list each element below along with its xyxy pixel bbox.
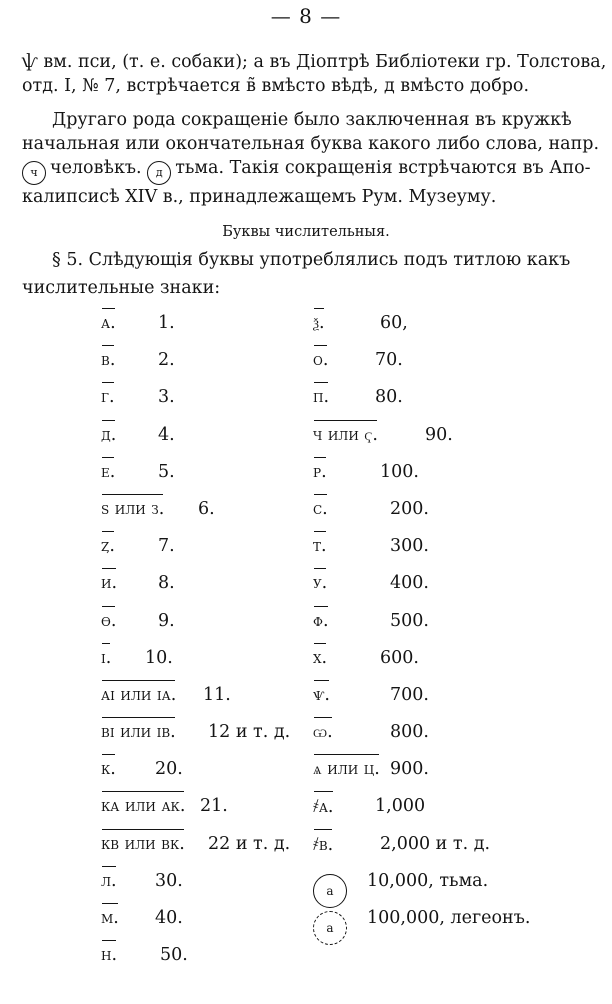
numeral-value: 70. xyxy=(375,350,403,371)
numeral-value: 12 и т. д. xyxy=(208,722,291,743)
numeral-value: 21. xyxy=(200,796,228,817)
numeral-value: 1. xyxy=(158,313,175,333)
numeral-letter: аі или іа. xyxy=(101,684,177,705)
numeral-letter: в. xyxy=(101,350,116,371)
section-line1: § 5. Слѣдующія буквы употреблялись подъ титлою какъ xyxy=(52,250,571,270)
numeral-letter: г. xyxy=(101,387,115,408)
numeral-value: 4. xyxy=(158,424,175,445)
numeral-letter: п. xyxy=(313,387,330,408)
numeral-letter: е. xyxy=(101,461,116,482)
table-row xyxy=(0,871,612,908)
table-row xyxy=(0,722,612,759)
numeral-value: 10,000, тьма. xyxy=(367,870,489,891)
para2-line3-b: тьма. Такія сокращенія встрѣчаются въ Апо- xyxy=(175,158,591,178)
numeral-value: 8. xyxy=(158,573,175,594)
numeral-value: 100,000, легеонъ. xyxy=(367,908,531,928)
numeral-value: 2,000 и т. д. xyxy=(380,833,491,854)
table-row xyxy=(0,462,612,499)
table-row xyxy=(0,945,612,982)
para2-line3-a: человѣкъ. xyxy=(50,158,142,178)
numeral-value: 600. xyxy=(380,647,419,668)
para2-line3 xyxy=(22,156,600,185)
numeral-value: 90. xyxy=(425,424,453,445)
numeral-letter: ѕ или з. xyxy=(101,498,165,519)
numeral-letter: ѳ. xyxy=(101,610,117,631)
table-row xyxy=(0,685,612,722)
numeral-letter: о. xyxy=(313,350,329,371)
numeral-value: 9. xyxy=(158,610,175,631)
numeral-letter: ѡ. xyxy=(313,722,333,743)
numeral-value: 5. xyxy=(158,461,175,482)
para2-line1: Другаго рода сокращеніе было заключенная въ кружкѣ xyxy=(52,110,572,130)
numeral-value: 60, xyxy=(380,313,408,333)
numeral-letter: м. xyxy=(101,908,119,928)
circled-letter-icon: ч xyxy=(22,161,46,185)
page-number: — 8 — xyxy=(270,4,342,28)
paragraph-circle-abbreviations xyxy=(22,108,600,209)
section-5-intro xyxy=(22,246,600,302)
table-row xyxy=(0,908,612,945)
numeral-value: 700. xyxy=(390,684,429,705)
numeral-letter: к. xyxy=(101,759,116,780)
table-row xyxy=(0,759,612,796)
numeral-letter: ҂в. xyxy=(313,834,334,855)
paragraph-abbreviations xyxy=(22,50,607,98)
numeral-letter: ѱ. xyxy=(313,684,330,705)
numeral-value: 7. xyxy=(158,536,175,557)
table-row xyxy=(0,536,612,573)
table-row xyxy=(0,425,612,462)
numeral-value: 22 и т. д. xyxy=(208,833,291,854)
numeral-value: 500. xyxy=(390,610,429,631)
numeral-letter: ѯ. xyxy=(313,313,325,333)
table-row xyxy=(0,387,612,424)
numeral-letter: ȥ. xyxy=(101,536,115,557)
circled-letter-icon: д xyxy=(147,161,171,185)
para1-line2: отд. I, № 7, встрѣчается в̃ вмѣсто вѣдѣ, д вмѣсто добро. xyxy=(22,76,530,96)
numeral-value: 800. xyxy=(390,722,429,743)
table-row xyxy=(0,313,612,350)
numeral-letter: р. xyxy=(313,461,327,482)
numeral-letter: ф. xyxy=(313,610,329,631)
numeral-letter: ѧ или ц. xyxy=(313,759,380,780)
numeral-value: 11. xyxy=(203,684,231,705)
numeral-letter: ч или ҁ. xyxy=(313,424,378,445)
numeral-letter: кв или вк. xyxy=(101,833,185,854)
numeral-letter: у. xyxy=(313,573,328,594)
table-row xyxy=(0,611,612,648)
table-row xyxy=(0,499,612,536)
dashed-circled-letter-icon: а xyxy=(313,911,347,945)
numeral-letter: и. xyxy=(101,573,118,594)
table-row xyxy=(0,796,612,833)
numeral-value: 6. xyxy=(198,498,215,519)
numeral-value: 1,000 xyxy=(375,796,426,817)
numeral-letter: д. xyxy=(101,424,117,445)
section-heading: Буквы числительныя. xyxy=(222,224,390,240)
circled-letter-icon: а xyxy=(313,874,347,908)
table-row xyxy=(0,350,612,387)
numeral-value: 40. xyxy=(155,908,183,928)
numeral-value: 30. xyxy=(155,870,183,891)
numeral-letter: ҂а. xyxy=(313,797,334,818)
numeral-value: 400. xyxy=(390,573,429,594)
table-row xyxy=(0,573,612,610)
numeral-value: 900. xyxy=(390,759,429,780)
section-line2: числительные знаки: xyxy=(22,278,221,298)
circled-numeral xyxy=(313,908,355,945)
numeral-letter: с. xyxy=(313,498,328,519)
numeral-value: 50. xyxy=(160,945,188,966)
numeral-value: 2. xyxy=(158,350,175,371)
numeral-value: 300. xyxy=(390,536,429,557)
numeral-letter: т. xyxy=(313,536,327,557)
table-row xyxy=(0,834,612,871)
numeral-letter: л. xyxy=(101,870,117,891)
numeral-letter: а. xyxy=(101,313,116,333)
numeral-letter: ка или ак. xyxy=(101,796,186,817)
numeral-value: 200. xyxy=(390,498,429,519)
para2-line4: калипсисѣ XIV в., принадлежащемъ Рум. Музеуму. xyxy=(22,187,497,207)
numeral-letter: н. xyxy=(101,945,118,966)
numeral-table xyxy=(0,313,612,982)
circled-numeral xyxy=(313,871,355,908)
numeral-value: 80. xyxy=(375,387,403,408)
numeral-letter: х. xyxy=(313,647,328,668)
numeral-value: 10. xyxy=(145,647,173,668)
numeral-value: 3. xyxy=(158,387,175,408)
numeral-letter: ві или ів. xyxy=(101,722,176,743)
para1-line1: ѱ вм. пси, (т. е. собаки); а въ Діоптрѣ Библіотеки гр. Толстова, xyxy=(22,52,607,72)
para2-line2: начальная или окончательная буква какого либо слова, напр. xyxy=(22,134,600,154)
table-row xyxy=(0,648,612,685)
numeral-letter: і. xyxy=(101,647,112,668)
numeral-value: 20. xyxy=(155,759,183,780)
numeral-value: 100. xyxy=(380,461,419,482)
